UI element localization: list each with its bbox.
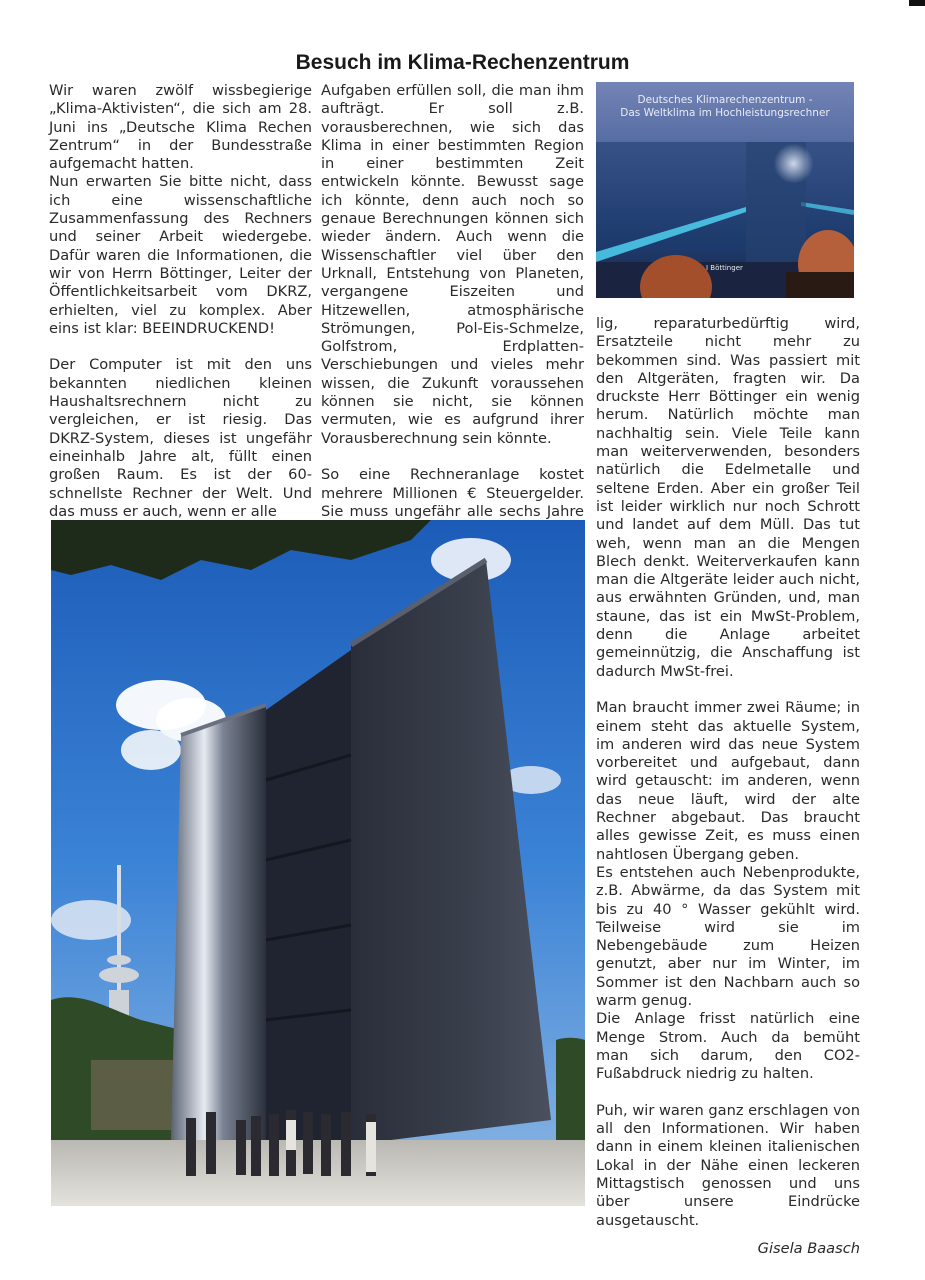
paragraph-power: Die Anlage frisst natürlich eine Menge Strom. Auch da bemüht man sich darum, den CO2-Fußabdruck niedrig zu halten. xyxy=(596,1010,860,1083)
paragraph-intro: Wir waren zwölf wissbegierige „Klima-Aktivisten“, die sich am 28. Juni ins „Deutsche Klima Rechen Zentrum“ in der Bundesstraße aufgemacht hatten. xyxy=(49,82,312,173)
paragraph-tasks: Aufgaben erfüllen soll, die man ihm aufträgt. Er soll z.B. vorausberechnen, wie sich das Klima in einer bestimmten Region in einer bestimmten Zeit entwickeln könnte. Bewusst sage ich könnte, denn auch noch so genaue Berechnungen können sich wieder ändern. Auch wenn die Wissenschaftler viel über den Urknall, Entstehung von Planeten, vergangene Eiszeiten und Hitzewellen, atmosphärische Strömungen, Pol-Eis-Schmelze, Golfstrom, Erdplatten-Verschiebungen und vieles mehr wissen, die Zukunft voraussehen können sie nicht, sie können vermuten, wie es aufgrund ihrer Vorausberechnung sein könnte. xyxy=(321,82,584,447)
article-column-2 xyxy=(321,82,584,558)
paragraph-two-rooms: Man braucht immer zwei Räume; in einem steht das aktuelle System, im anderen wird das neue System vorbereitet und aufgebaut, dann wird getauscht: im anderen, wenn das neue läuft, wird der alte Rechner abgebaut. Das braucht alles gewisse Zeit, es muss einen nahtlosen Übergang geben. xyxy=(596,699,860,863)
paragraph-computer: Der Computer ist mit den uns bekannten niedlichen kleinen Haushaltsrechnern nicht zu vergleichen, er ist riesig. Das DKRZ-System, dieses ist ungefähr eineinhalb Jahre alt, füllt einen großen Raum. Es ist der 60-schnellste Rechner der Welt. Und das muss er auch, wenn er alle xyxy=(49,356,312,520)
slide-caption-line-1: Deutsches Klimarechenzentrum - xyxy=(637,94,813,106)
building-photo xyxy=(51,520,585,1206)
scan-corner-mark xyxy=(909,0,925,6)
paragraph-information: Nun erwarten Sie bitte nicht, dass ich eine wissenschaftliche Zusammenfassung des Rechners und seiner Arbeit wiedergebe. Dafür waren die Informationen, die wir von Herrn Böttinger, Leiter der Öffentlichkeitsarbeit vom DKRZ, erhielten, viel zu komplex. Aber eins ist klar: BEEINDRUCKEND! xyxy=(49,173,312,337)
article-column-1 xyxy=(49,82,312,521)
paragraph-byproducts: Es entstehen auch Nebenprodukte, z.B. Abwärme, da das System mit bis zu 40 ° Wasser gekühlt wird. Teilweise wird sie im Nebengebäude zum Heizen genutzt, aber nur im Winter, im Sommer ist den Nachbarn auch so warm genug. xyxy=(596,863,860,1009)
article-column-3 xyxy=(596,315,860,1258)
building-photo-graphic xyxy=(51,520,585,1206)
paragraph-old-devices: lig, reparaturbedürftig wird, Ersatzteile nicht mehr zu bekommen sind. Was passiert mit den Altgeräten, fragten wir. Da druckste Herr Böttinger ein wenig herum. Natürlich möchte man nachhaltig sein. Viele Teile kann man weiterverwenden, besonders natürlich die Edelmetalle und seltene Erden. Aber ein großer Teil ist leider wirklich nur noch Schrott und landet auf dem Müll. Das tut weh, wenn man an die Mengen Blech denkt. Weiterverkaufen kann man die Altgeräte leider auch nicht, aus erwähnten Gründen, und, man staune, das ist ein MwSt-Problem, denn die Anlage arbeitet gemeinnützig, die Anschaffung ist dadurch MwSt-frei. xyxy=(596,315,860,680)
slide-credit: I Böttinger xyxy=(706,264,743,272)
paragraph-costs: So eine Rechneranlage kostet mehrere Millionen € Steuergelder. Sie muss ungefähr alle sechs Jahre xyxy=(321,466,584,520)
slide-caption xyxy=(596,94,854,120)
author-signature: Gisela Baasch xyxy=(757,1239,860,1257)
slide-caption-line-2: Das Weltklima im Hochleistungsrechner xyxy=(620,107,830,119)
presentation-photo xyxy=(596,82,854,298)
paragraph-conclusion: Puh, wir waren ganz erschlagen von all den Informationen. Wir haben dann in einem kleinen italienischen Lokal in der Nähe einen leckeren Mittagstisch genossen und uns über unsere Eindrücke ausgetauscht. xyxy=(596,1101,860,1229)
article-title: Besuch im Klima-Rechenzentrum xyxy=(295,51,630,74)
